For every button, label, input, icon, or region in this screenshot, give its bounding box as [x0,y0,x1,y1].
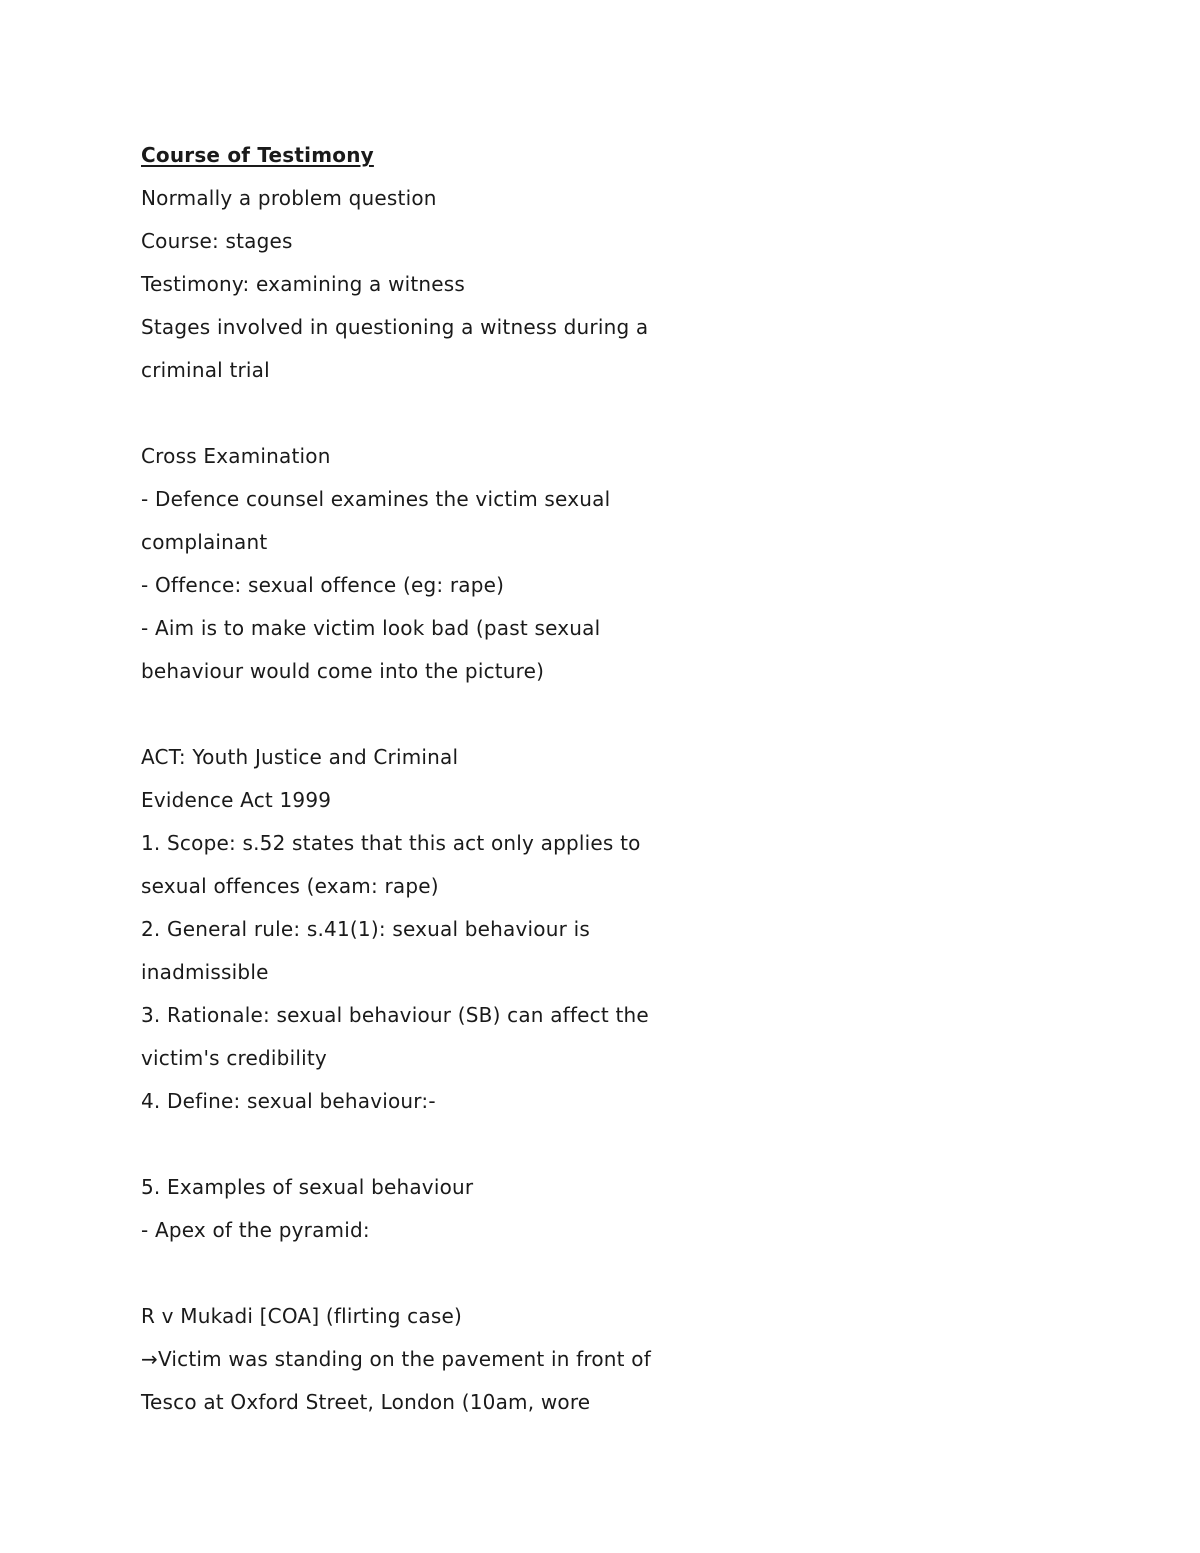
text-line: inadmissible [141,960,269,984]
blank-line [141,693,701,736]
text-line: Evidence Act 1999 [141,788,332,812]
blank-line [141,392,701,435]
text-line: 4. Define: sexual behaviour:- [141,1089,436,1113]
text-line: Tesco at Oxford Street, London (10am, wore [141,1390,591,1414]
text-line: 2. General rule: s.41(1): sexual behaviour is [141,917,590,941]
text-line: Stages involved in questioning a witness during a [141,315,649,339]
text-line: - Offence: sexual offence (eg: rape) [141,573,505,597]
text-line: complainant [141,530,268,554]
text-line: Testimony: examining a witness [141,272,466,296]
text-line: victim's credibility [141,1046,327,1070]
text-line: →Victim was standing on the pavement in front of [141,1347,651,1371]
text-line: 3. Rationale: sexual behaviour (SB) can affect the [141,1003,649,1027]
blank-line [141,1123,701,1166]
text-line: - Defence counsel examines the victim sexual [141,487,611,511]
text-line: - Apex of the pyramid: [141,1218,370,1242]
text-line: behaviour would come into the picture) [141,659,545,683]
text-line: criminal trial [141,358,270,382]
section-heading-examples: 5. Examples of sexual behaviour [141,1175,474,1199]
section-heading-cross-examination: Cross Examination [141,444,331,468]
text-line: Normally a problem question [141,186,437,210]
text-line: - Aim is to make victim look bad (past sexual [141,616,601,640]
case-heading: R v Mukadi [COA] (flirting case) [141,1304,462,1328]
document-title: Course of Testimony [141,143,374,167]
document-body [141,134,701,1424]
text-line: 1. Scope: s.52 states that this act only applies to [141,831,641,855]
section-heading-act: ACT: Youth Justice and Criminal [141,745,459,769]
text-line: sexual offences (exam: rape) [141,874,439,898]
text-line: Course: stages [141,229,293,253]
blank-line [141,1252,701,1295]
